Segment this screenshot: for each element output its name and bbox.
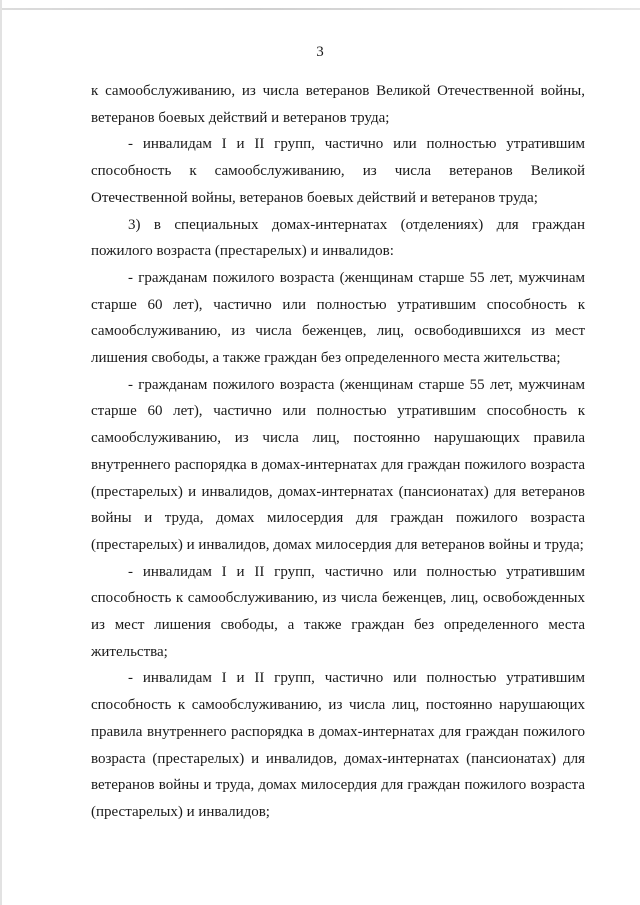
paragraph-elderly-refugees: - гражданам пожилого возраста (женщинам старше 55 лет, мужчинам старше 60 лет), частично или полностью утратившим способность к самообслуживанию, из числа беженцев, лиц, освободившихся из мест лишения свободы, а также граждан без определенного места жительства; [91,269,585,367]
paragraph-continuation: к самообслуживанию, из числа ветеранов Великой Отечественной войны, ветеранов боевых действий и ветеранов труда; [91,83,585,126]
paragraph-disabled-refugees: - инвалидам I и II групп, частично или полностью утратившим способность к самообслуживанию, из числа беженцев, лиц, освобожденных из мест лишения свободы, а также граждан без определенного места жительства; [91,563,585,660]
page-number: 3 [316,44,324,60]
scan-edge-left [0,0,2,905]
document-body [91,78,585,826]
paragraph-elderly-violators: - гражданам пожилого возраста (женщинам старше 55 лет, мужчинам старше 60 лет), частично или полностью утратившим способность к самообслуживанию, из числа лиц, постоянно нарушающих правила внутреннего распорядка в домах-интернатах для граждан пожилого возраста (престарелых) и инвалидов, домах-интернатах (пансионатах) для ветеранов войны и труда, домах милосердия для граждан пожилого возраста (престарелых) и инвалидов, домах милосердия для ветеранов войны и труда; [91,376,585,553]
paragraph-disabled-violators: - инвалидам I и II групп, частично или полностью утратившим способность к самообслуживанию, из числа лиц, постоянно нарушающих правила внутреннего распорядка в домах-интернатах для граждан пожилого возраста (престарелых) и инвалидов, домах-интернатах (пансионатах) для ветеранов войны и труда, домах милосердия для граждан пожилого возраста (престарелых) и инвалидов; [91,670,585,820]
paragraph-disabled-veterans: - инвалидам I и II групп, частично или полностью утратившим способность к самообслуживанию, из числа ветеранов Великой Отечественной войны, ветеранов боевых действий и ветеранов труда; [91,136,585,206]
paragraph-special-homes: 3) в специальных домах-интернатах (отделениях) для граждан пожилого возраста (престарелых) и инвалидов: [91,216,585,260]
scan-edge-top [0,8,640,10]
